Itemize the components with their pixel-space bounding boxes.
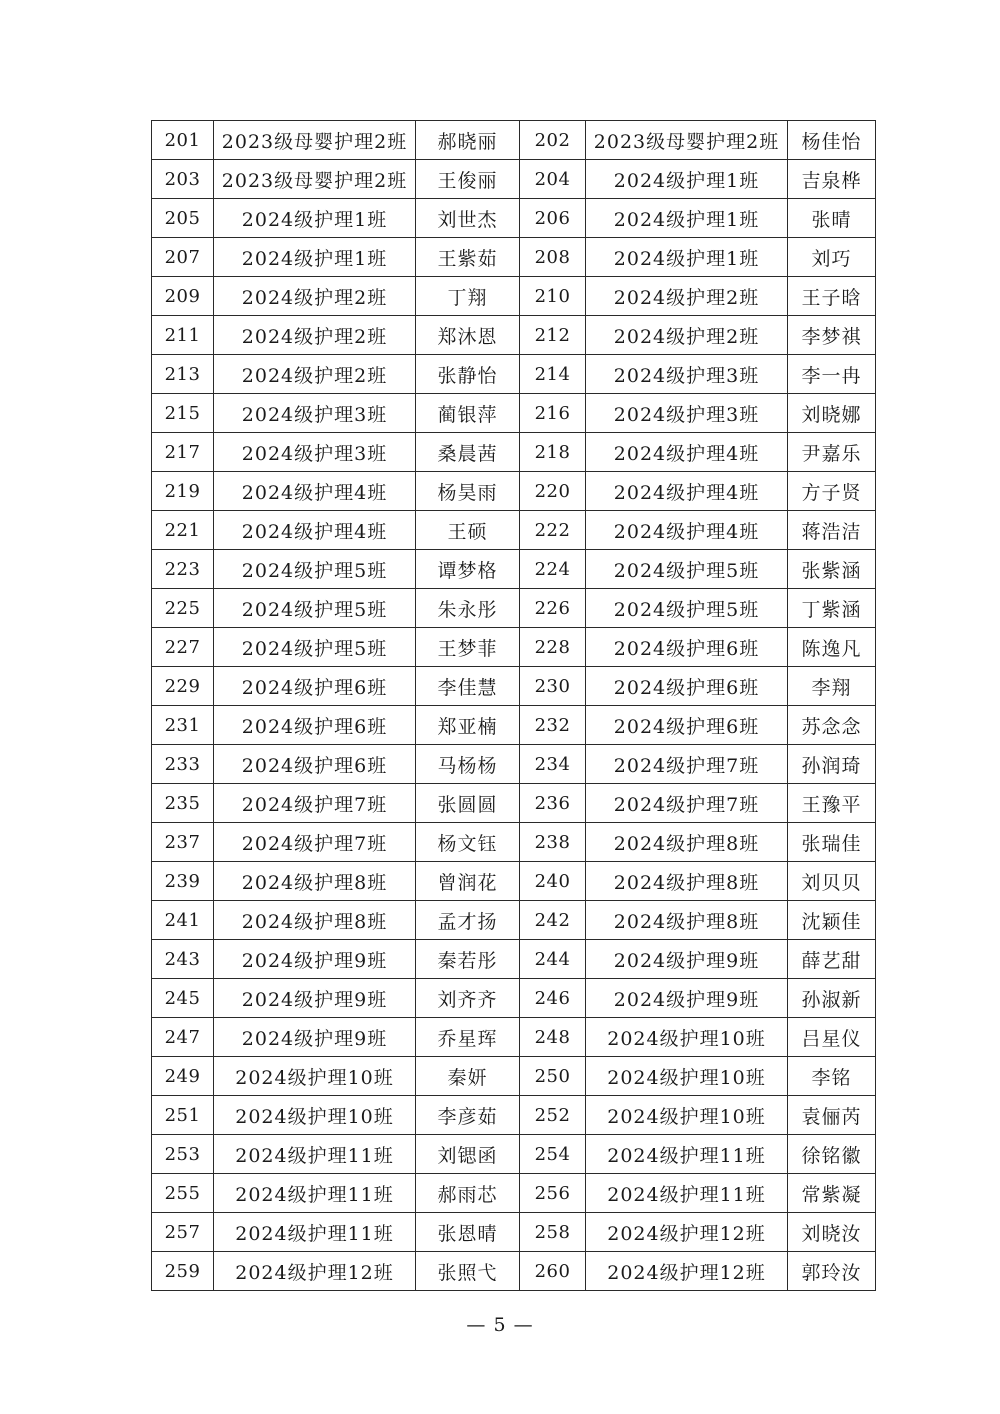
- class-name-cell: 2024级护理6班: [586, 667, 788, 706]
- student-name-cell: 刘晓娜: [788, 394, 876, 433]
- student-name-cell: 李铭: [788, 1057, 876, 1096]
- table-row: [152, 901, 876, 940]
- table-row: [152, 706, 876, 745]
- row-number-cell: 206: [520, 199, 586, 238]
- row-number-cell: 209: [152, 277, 214, 316]
- row-number-cell: 237: [152, 823, 214, 862]
- table-row: [152, 745, 876, 784]
- class-name-cell: 2024级护理1班: [586, 238, 788, 277]
- table-row: [152, 1096, 876, 1135]
- student-name-cell: 张静怡: [416, 355, 520, 394]
- student-name-cell: 刘锶函: [416, 1135, 520, 1174]
- row-number-cell: 245: [152, 979, 214, 1018]
- table-row: [152, 979, 876, 1018]
- row-number-cell: 257: [152, 1213, 214, 1252]
- row-number-cell: 249: [152, 1057, 214, 1096]
- table-row: [152, 160, 876, 199]
- student-name-cell: 吕星仪: [788, 1018, 876, 1057]
- class-name-cell: 2024级护理11班: [214, 1135, 416, 1174]
- student-name-cell: 李梦祺: [788, 316, 876, 355]
- row-number-cell: 246: [520, 979, 586, 1018]
- student-name-cell: 张紫涵: [788, 550, 876, 589]
- student-name-cell: 丁翔: [416, 277, 520, 316]
- student-name-cell: 蒋浩洁: [788, 511, 876, 550]
- row-number-cell: 233: [152, 745, 214, 784]
- class-name-cell: 2024级护理8班: [214, 901, 416, 940]
- student-name-cell: 朱永彤: [416, 589, 520, 628]
- class-name-cell: 2024级护理1班: [214, 199, 416, 238]
- student-name-cell: 王紫茹: [416, 238, 520, 277]
- class-name-cell: 2024级护理12班: [214, 1252, 416, 1291]
- student-name-cell: 张照弋: [416, 1252, 520, 1291]
- row-number-cell: 231: [152, 706, 214, 745]
- class-name-cell: 2023级母婴护理2班: [214, 160, 416, 199]
- student-name-cell: 刘巧: [788, 238, 876, 277]
- row-number-cell: 211: [152, 316, 214, 355]
- student-name-cell: 常紫凝: [788, 1174, 876, 1213]
- class-name-cell: 2024级护理1班: [214, 238, 416, 277]
- student-name-cell: 刘世杰: [416, 199, 520, 238]
- row-number-cell: 244: [520, 940, 586, 979]
- row-number-cell: 241: [152, 901, 214, 940]
- student-name-cell: 郝晓丽: [416, 121, 520, 160]
- student-name-cell: 李佳慧: [416, 667, 520, 706]
- table-row: [152, 316, 876, 355]
- row-number-cell: 228: [520, 628, 586, 667]
- student-name-cell: 刘齐齐: [416, 979, 520, 1018]
- table-row: [152, 1174, 876, 1213]
- class-name-cell: 2024级护理8班: [586, 862, 788, 901]
- row-number-cell: 243: [152, 940, 214, 979]
- class-name-cell: 2024级护理10班: [586, 1096, 788, 1135]
- row-number-cell: 226: [520, 589, 586, 628]
- row-number-cell: 218: [520, 433, 586, 472]
- class-name-cell: 2024级护理3班: [586, 355, 788, 394]
- table-row: [152, 628, 876, 667]
- student-name-cell: 沈颖佳: [788, 901, 876, 940]
- student-name-cell: 孙淑新: [788, 979, 876, 1018]
- class-name-cell: 2024级护理9班: [214, 940, 416, 979]
- class-name-cell: 2024级护理10班: [214, 1096, 416, 1135]
- row-number-cell: 256: [520, 1174, 586, 1213]
- student-name-cell: 苏念念: [788, 706, 876, 745]
- student-name-cell: 李一冉: [788, 355, 876, 394]
- table-row: [152, 472, 876, 511]
- row-number-cell: 248: [520, 1018, 586, 1057]
- page-number: — 5 —: [466, 1314, 534, 1336]
- row-number-cell: 227: [152, 628, 214, 667]
- student-name-cell: 张恩晴: [416, 1213, 520, 1252]
- student-name-cell: 张瑞佳: [788, 823, 876, 862]
- row-number-cell: 202: [520, 121, 586, 160]
- table-row: [152, 1135, 876, 1174]
- class-name-cell: 2024级护理9班: [214, 1018, 416, 1057]
- class-name-cell: 2024级护理2班: [214, 277, 416, 316]
- row-number-cell: 221: [152, 511, 214, 550]
- table-row: [152, 550, 876, 589]
- student-name-cell: 马杨杨: [416, 745, 520, 784]
- student-name-cell: 方子贤: [788, 472, 876, 511]
- class-name-cell: 2024级护理8班: [214, 862, 416, 901]
- row-number-cell: 222: [520, 511, 586, 550]
- row-number-cell: 251: [152, 1096, 214, 1135]
- row-number-cell: 238: [520, 823, 586, 862]
- row-number-cell: 203: [152, 160, 214, 199]
- class-name-cell: 2024级护理8班: [586, 823, 788, 862]
- class-name-cell: 2024级护理7班: [214, 784, 416, 823]
- row-number-cell: 225: [152, 589, 214, 628]
- class-name-cell: 2024级护理5班: [586, 589, 788, 628]
- class-name-cell: 2024级护理7班: [586, 745, 788, 784]
- class-name-cell: 2024级护理6班: [586, 628, 788, 667]
- table-row: [152, 784, 876, 823]
- row-number-cell: 232: [520, 706, 586, 745]
- class-name-cell: 2024级护理4班: [586, 511, 788, 550]
- row-number-cell: 255: [152, 1174, 214, 1213]
- class-name-cell: 2024级护理9班: [214, 979, 416, 1018]
- row-number-cell: 223: [152, 550, 214, 589]
- student-name-cell: 曾润花: [416, 862, 520, 901]
- class-name-cell: 2024级护理4班: [214, 472, 416, 511]
- row-number-cell: 234: [520, 745, 586, 784]
- class-name-cell: 2024级护理10班: [586, 1057, 788, 1096]
- class-name-cell: 2023级母婴护理2班: [586, 121, 788, 160]
- table-row: [152, 589, 876, 628]
- class-name-cell: 2024级护理4班: [586, 433, 788, 472]
- class-name-cell: 2024级护理11班: [586, 1174, 788, 1213]
- row-number-cell: 201: [152, 121, 214, 160]
- student-name-cell: 张晴: [788, 199, 876, 238]
- table-row: [152, 862, 876, 901]
- student-name-cell: 陈逸凡: [788, 628, 876, 667]
- table-row: [152, 238, 876, 277]
- table-row: [152, 121, 876, 160]
- student-name-cell: 李彦茹: [416, 1096, 520, 1135]
- student-roster-table: [151, 120, 876, 1291]
- row-number-cell: 220: [520, 472, 586, 511]
- student-name-cell: 徐铭徽: [788, 1135, 876, 1174]
- row-number-cell: 253: [152, 1135, 214, 1174]
- class-name-cell: 2024级护理6班: [586, 706, 788, 745]
- class-name-cell: 2024级护理5班: [586, 550, 788, 589]
- class-name-cell: 2024级护理4班: [214, 511, 416, 550]
- student-name-cell: 桑晨茜: [416, 433, 520, 472]
- row-number-cell: 250: [520, 1057, 586, 1096]
- student-name-cell: 谭梦格: [416, 550, 520, 589]
- student-name-cell: 蔺银萍: [416, 394, 520, 433]
- table-row: [152, 1252, 876, 1291]
- student-name-cell: 乔星珲: [416, 1018, 520, 1057]
- table-row: [152, 1213, 876, 1252]
- class-name-cell: 2024级护理2班: [214, 355, 416, 394]
- row-number-cell: 242: [520, 901, 586, 940]
- row-number-cell: 259: [152, 1252, 214, 1291]
- class-name-cell: 2024级护理11班: [586, 1135, 788, 1174]
- row-number-cell: 252: [520, 1096, 586, 1135]
- student-name-cell: 郑沐恩: [416, 316, 520, 355]
- student-name-cell: 丁紫涵: [788, 589, 876, 628]
- class-name-cell: 2024级护理2班: [214, 316, 416, 355]
- student-name-cell: 王梦菲: [416, 628, 520, 667]
- student-name-cell: 杨文钰: [416, 823, 520, 862]
- row-number-cell: 258: [520, 1213, 586, 1252]
- class-name-cell: 2024级护理3班: [214, 394, 416, 433]
- row-number-cell: 210: [520, 277, 586, 316]
- table-row: [152, 667, 876, 706]
- class-name-cell: 2024级护理7班: [586, 784, 788, 823]
- class-name-cell: 2024级护理5班: [214, 550, 416, 589]
- class-name-cell: 2024级护理4班: [586, 472, 788, 511]
- class-name-cell: 2024级护理5班: [214, 628, 416, 667]
- student-name-cell: 张圆圆: [416, 784, 520, 823]
- student-name-cell: 李翔: [788, 667, 876, 706]
- class-name-cell: 2024级护理5班: [214, 589, 416, 628]
- class-name-cell: 2024级护理12班: [586, 1213, 788, 1252]
- row-number-cell: 212: [520, 316, 586, 355]
- row-number-cell: 247: [152, 1018, 214, 1057]
- table-row: [152, 940, 876, 979]
- row-number-cell: 217: [152, 433, 214, 472]
- class-name-cell: 2024级护理6班: [214, 745, 416, 784]
- row-number-cell: 224: [520, 550, 586, 589]
- row-number-cell: 219: [152, 472, 214, 511]
- row-number-cell: 214: [520, 355, 586, 394]
- student-name-cell: 尹嘉乐: [788, 433, 876, 472]
- row-number-cell: 260: [520, 1252, 586, 1291]
- student-name-cell: 王子晗: [788, 277, 876, 316]
- student-name-cell: 孙润琦: [788, 745, 876, 784]
- row-number-cell: 207: [152, 238, 214, 277]
- row-number-cell: 235: [152, 784, 214, 823]
- student-name-cell: 秦若彤: [416, 940, 520, 979]
- class-name-cell: 2024级护理1班: [586, 199, 788, 238]
- student-name-cell: 郝雨芯: [416, 1174, 520, 1213]
- student-name-cell: 刘晓汝: [788, 1213, 876, 1252]
- table-row: [152, 823, 876, 862]
- class-name-cell: 2024级护理9班: [586, 940, 788, 979]
- student-name-cell: 孟才扬: [416, 901, 520, 940]
- student-name-cell: 郭玲汝: [788, 1252, 876, 1291]
- class-name-cell: 2024级护理6班: [214, 706, 416, 745]
- table-row: [152, 1057, 876, 1096]
- table-row: [152, 1018, 876, 1057]
- table-row: [152, 433, 876, 472]
- row-number-cell: 254: [520, 1135, 586, 1174]
- table-row: [152, 199, 876, 238]
- row-number-cell: 208: [520, 238, 586, 277]
- student-name-cell: 吉泉桦: [788, 160, 876, 199]
- student-name-cell: 王硕: [416, 511, 520, 550]
- class-name-cell: 2024级护理1班: [586, 160, 788, 199]
- class-name-cell: 2024级护理11班: [214, 1174, 416, 1213]
- class-name-cell: 2023级母婴护理2班: [214, 121, 416, 160]
- row-number-cell: 239: [152, 862, 214, 901]
- student-name-cell: 秦妍: [416, 1057, 520, 1096]
- row-number-cell: 213: [152, 355, 214, 394]
- class-name-cell: 2024级护理3班: [214, 433, 416, 472]
- row-number-cell: 230: [520, 667, 586, 706]
- student-name-cell: 袁俪芮: [788, 1096, 876, 1135]
- class-name-cell: 2024级护理10班: [586, 1018, 788, 1057]
- student-name-cell: 王豫平: [788, 784, 876, 823]
- class-name-cell: 2024级护理12班: [586, 1252, 788, 1291]
- class-name-cell: 2024级护理6班: [214, 667, 416, 706]
- table-row: [152, 394, 876, 433]
- class-name-cell: 2024级护理2班: [586, 316, 788, 355]
- row-number-cell: 205: [152, 199, 214, 238]
- row-number-cell: 236: [520, 784, 586, 823]
- table-row: [152, 277, 876, 316]
- student-name-cell: 薛艺甜: [788, 940, 876, 979]
- class-name-cell: 2024级护理2班: [586, 277, 788, 316]
- class-name-cell: 2024级护理3班: [586, 394, 788, 433]
- row-number-cell: 229: [152, 667, 214, 706]
- class-name-cell: 2024级护理9班: [586, 979, 788, 1018]
- student-name-cell: 杨佳怡: [788, 121, 876, 160]
- row-number-cell: 216: [520, 394, 586, 433]
- student-name-cell: 郑亚楠: [416, 706, 520, 745]
- class-name-cell: 2024级护理7班: [214, 823, 416, 862]
- row-number-cell: 240: [520, 862, 586, 901]
- student-name-cell: 王俊丽: [416, 160, 520, 199]
- table-row: [152, 511, 876, 550]
- table-row: [152, 355, 876, 394]
- class-name-cell: 2024级护理8班: [586, 901, 788, 940]
- student-name-cell: 刘贝贝: [788, 862, 876, 901]
- class-name-cell: 2024级护理10班: [214, 1057, 416, 1096]
- row-number-cell: 215: [152, 394, 214, 433]
- student-name-cell: 杨昊雨: [416, 472, 520, 511]
- class-name-cell: 2024级护理11班: [214, 1213, 416, 1252]
- row-number-cell: 204: [520, 160, 586, 199]
- roster-body: [152, 121, 876, 1291]
